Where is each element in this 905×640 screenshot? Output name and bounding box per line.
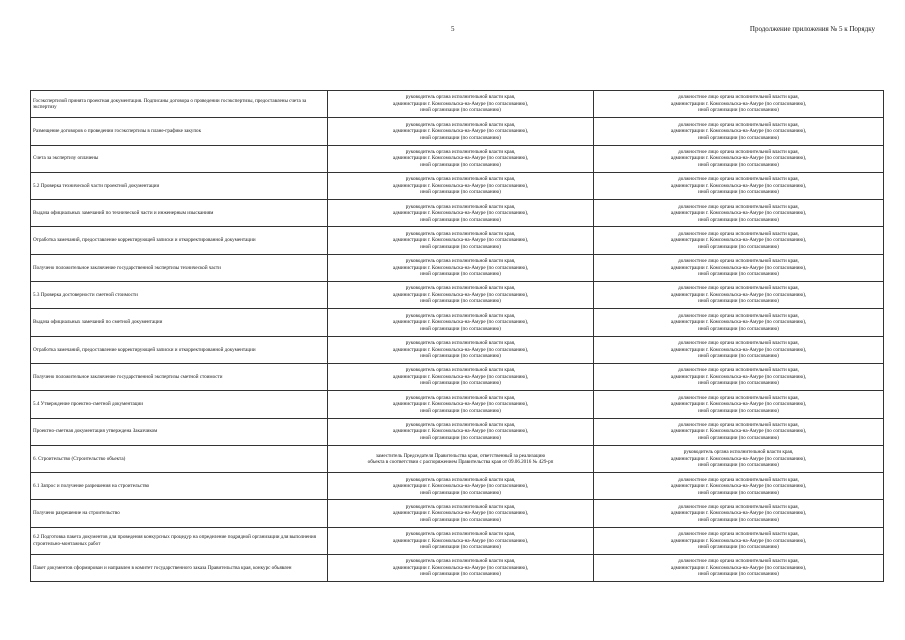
responsible-line: руководитель органа исполнительной власти края, <box>405 367 516 374</box>
responsible-line: администрации г. Комсомольска-на-Амуре (по согласованию), <box>392 100 529 107</box>
stage-text: 6.2 Подготовка пакета документов для проведения конкурсных процедур на определение подрядной организации для выполнения строительно-монтажных работ <box>33 534 316 547</box>
responsible-line: администрации г. Комсомольска-на-Амуре (по согласованию), <box>392 210 529 217</box>
executor-line: администрации г. Комсомольска-на-Амуре (по согласованию), <box>670 510 807 517</box>
executor-cell <box>594 200 884 227</box>
executor-line: должностное лицо органа исполнительной власти края, <box>678 558 799 565</box>
executor-line: администрации г. Комсомольска-на-Амуре (по согласованию), <box>670 455 807 462</box>
table-row <box>31 418 884 445</box>
executor-line: администрации г. Комсомольска-на-Амуре (по согласованию), <box>670 210 807 217</box>
executor-cell <box>594 363 884 390</box>
stage-text: Отработка замечаний, предоставление корректирующей записки и откорректированной документации <box>33 346 256 353</box>
executor-line: иной организации (по согласованию) <box>698 161 779 168</box>
responsible-line: администрации г. Комсомольска-на-Амуре (по согласованию), <box>392 564 529 571</box>
table-row <box>31 91 884 118</box>
responsible-line: иной организации (по согласованию) <box>420 325 501 332</box>
stage-text: Выдача официальных замечаний по сметной документации <box>33 319 163 326</box>
executor-cell <box>594 445 884 472</box>
responsible-line: администрации г. Комсомольска-на-Амуре (по согласованию), <box>392 237 529 244</box>
responsible-line: иной организации (по согласованию) <box>420 489 501 496</box>
executor-line: администрации г. Комсомольска-на-Амуре (по согласованию), <box>670 291 807 298</box>
executor-cell <box>594 118 884 145</box>
table-row <box>31 473 884 500</box>
executor-line: иной организации (по согласованию) <box>698 571 779 578</box>
table-row <box>31 227 884 254</box>
stage-text: Получено положительное заключение государственной экспертизы сметной стоимости <box>33 373 223 380</box>
responsible-line: руководитель органа исполнительной власти края, <box>405 121 516 128</box>
executor-line: должностное лицо органа исполнительной власти края, <box>678 503 799 510</box>
table-row <box>31 200 884 227</box>
responsible-cell <box>328 418 594 445</box>
executor-line: иной организации (по согласованию) <box>698 298 779 305</box>
stage-text: Отработка замечаний, предоставление корректирующей записки и откорректированной документации <box>33 237 256 244</box>
executor-cell <box>594 555 884 582</box>
stage-text: Пакет документов сформирован и направлен в комитет государственного заказа Правительства края, конкурс объявлен <box>33 564 292 571</box>
table-row <box>31 555 884 582</box>
responsible-line: иной организации (по согласованию) <box>420 243 501 250</box>
responsible-line: руководитель органа исполнительной власти края, <box>405 476 516 483</box>
responsible-cell <box>328 309 594 336</box>
responsible-line: руководитель органа исполнительной власти края, <box>405 230 516 237</box>
executor-line: должностное лицо органа исполнительной власти края, <box>678 230 799 237</box>
executor-cell <box>594 336 884 363</box>
stage-cell <box>31 391 328 418</box>
stage-cell <box>31 227 328 254</box>
executor-line: иной организации (по согласованию) <box>698 271 779 278</box>
executor-line: руководитель органа исполнительной власти края, <box>683 449 794 456</box>
responsible-line: объекта в соответствии с распоряжением Правительства края от 09.06.2016 № 429-рп <box>367 459 554 465</box>
executor-line: иной организации (по согласованию) <box>698 434 779 441</box>
table-row <box>31 363 884 390</box>
continuation-title: Продолжение приложения № 5 к Порядку <box>749 25 875 33</box>
executor-line: должностное лицо органа исполнительной власти края, <box>678 203 799 210</box>
responsible-line: руководитель органа исполнительной власти края, <box>405 558 516 565</box>
page-number: 5 <box>451 25 455 33</box>
executor-line: иной организации (по согласованию) <box>698 380 779 387</box>
responsible-cell <box>328 200 594 227</box>
table-row <box>31 145 884 172</box>
stage-text: Госэкспертизой принята проектная документация. Подписаны договора о проведении госэкспертизы, предоставлены счета за экспертизу <box>33 97 307 111</box>
executor-line: администрации г. Комсомольска-на-Амуре (по согласованию), <box>670 100 807 107</box>
executor-line: иной организации (по согласованию) <box>698 353 779 360</box>
executor-line: иной организации (по согласованию) <box>698 107 779 114</box>
executor-line: иной организации (по согласованию) <box>698 189 779 196</box>
responsible-line: администрации г. Комсомольска-на-Амуре (по согласованию), <box>392 155 529 162</box>
executor-line: должностное лицо органа исполнительной власти края, <box>678 94 799 101</box>
stage-text: Выдача официальных замечаний по технической части и инженерным изысканиям <box>33 210 214 217</box>
responsible-line: иной организации (по согласованию) <box>420 189 501 196</box>
executor-line: администрации г. Комсомольска-на-Амуре (по согласованию), <box>670 264 807 271</box>
responsible-line: иной организации (по согласованию) <box>420 216 501 223</box>
executor-line: должностное лицо органа исполнительной власти края, <box>678 476 799 483</box>
table-row <box>31 282 884 309</box>
responsible-line: администрации г. Комсомольска-на-Амуре (по согласованию), <box>392 483 529 490</box>
executor-line: должностное лицо органа исполнительной власти края, <box>678 176 799 183</box>
responsible-line: иной организации (по согласованию) <box>420 353 501 360</box>
responsible-cell <box>328 145 594 172</box>
responsible-cell <box>328 282 594 309</box>
executor-line: иной организации (по согласованию) <box>698 516 779 523</box>
table-row <box>31 254 884 281</box>
stage-text: 6. Строительство (Строительство объекта) <box>33 455 126 462</box>
table-row <box>31 527 884 554</box>
executor-cell <box>594 227 884 254</box>
responsible-line: руководитель органа исполнительной власти края, <box>405 503 516 510</box>
stage-text: Размещение договоров о проведении госэкспертизы в плане-графике закупок <box>33 128 202 135</box>
stage-cell <box>31 91 328 118</box>
responsible-line: иной организации (по согласованию) <box>420 544 501 551</box>
stage-cell <box>31 118 328 145</box>
responsible-line: администрации г. Комсомольска-на-Амуре (по согласованию), <box>392 264 529 271</box>
responsible-line: руководитель органа исполнительной власти края, <box>405 148 516 155</box>
table-row <box>31 172 884 199</box>
executor-line: должностное лицо органа исполнительной власти края, <box>678 531 799 538</box>
stage-text: Получено положительное заключение государственной экспертизы технической части <box>33 264 221 271</box>
responsible-line: администрации г. Комсомольска-на-Амуре (по согласованию), <box>392 401 529 408</box>
executor-line: иной организации (по согласованию) <box>698 407 779 414</box>
responsible-cell <box>328 445 594 472</box>
responsible-line: администрации г. Комсомольска-на-Амуре (по согласованию), <box>392 319 529 326</box>
executor-line: должностное лицо органа исполнительной власти края, <box>678 394 799 401</box>
stage-text: 5.2 Проверка технической части проектной документации <box>33 182 160 189</box>
responsible-line: администрации г. Комсомольска-на-Амуре (по согласованию), <box>392 428 529 435</box>
responsible-line: администрации г. Комсомольска-на-Амуре (по согласованию), <box>392 291 529 298</box>
responsible-line: руководитель органа исполнительной власти края, <box>405 258 516 265</box>
executor-line: должностное лицо органа исполнительной власти края, <box>678 340 799 347</box>
responsible-line: руководитель органа исполнительной власти края, <box>405 203 516 210</box>
executor-cell <box>594 91 884 118</box>
executor-line: иной организации (по согласованию) <box>698 489 779 496</box>
executor-line: иной организации (по согласованию) <box>698 216 779 223</box>
responsible-cell <box>328 91 594 118</box>
executor-line: иной организации (по согласованию) <box>698 462 779 469</box>
executor-line: должностное лицо органа исполнительной власти края, <box>678 285 799 292</box>
table-row <box>31 445 884 472</box>
responsible-line: руководитель органа исполнительной власти края, <box>405 531 516 538</box>
responsible-line: руководитель органа исполнительной власти края, <box>405 285 516 292</box>
executor-line: администрации г. Комсомольска-на-Амуре (по согласованию), <box>670 483 807 490</box>
stage-cell <box>31 527 328 554</box>
stage-cell <box>31 445 328 472</box>
stage-cell <box>31 363 328 390</box>
responsible-line: заместитель Председателя Правительства края, ответственный за реализацию <box>375 452 546 459</box>
responsible-line: администрации г. Комсомольска-на-Амуре (по согласованию), <box>392 373 529 380</box>
executor-cell <box>594 282 884 309</box>
responsible-cell <box>328 254 594 281</box>
executor-cell <box>594 391 884 418</box>
executor-cell <box>594 527 884 554</box>
executor-line: должностное лицо органа исполнительной власти края, <box>678 258 799 265</box>
table-row <box>31 500 884 527</box>
executor-line: должностное лицо органа исполнительной власти края, <box>678 421 799 428</box>
executor-line: администрации г. Комсомольска-на-Амуре (по согласованию), <box>670 237 807 244</box>
executor-cell <box>594 172 884 199</box>
executor-line: должностное лицо органа исполнительной власти края, <box>678 312 799 319</box>
stage-text: 6.1 Запрос и получение разрешения на строительство <box>33 483 150 490</box>
schedule-table <box>30 90 884 582</box>
stage-cell <box>31 172 328 199</box>
responsible-line: иной организации (по согласованию) <box>420 134 501 141</box>
responsible-cell <box>328 172 594 199</box>
responsible-line: руководитель органа исполнительной власти края, <box>405 394 516 401</box>
executor-cell <box>594 145 884 172</box>
table-body <box>31 91 884 582</box>
responsible-cell <box>328 227 594 254</box>
responsible-cell <box>328 500 594 527</box>
executor-cell <box>594 500 884 527</box>
responsible-cell <box>328 527 594 554</box>
responsible-line: администрации г. Комсомольска-на-Амуре (по согласованию), <box>392 537 529 544</box>
stage-cell <box>31 309 328 336</box>
responsible-line: иной организации (по согласованию) <box>420 161 501 168</box>
responsible-line: руководитель органа исполнительной власти края, <box>405 340 516 347</box>
executor-line: администрации г. Комсомольска-на-Амуре (по согласованию), <box>670 155 807 162</box>
executor-line: должностное лицо органа исполнительной власти края, <box>678 148 799 155</box>
stage-text: 5.4 Утверждение проектно-сметной документации <box>33 401 143 408</box>
stage-text: Счета за экспертизу оплачены <box>33 155 99 162</box>
responsible-line: иной организации (по согласованию) <box>420 298 501 305</box>
executor-line: администрации г. Комсомольска-на-Амуре (по согласованию), <box>670 319 807 326</box>
responsible-line: иной организации (по согласованию) <box>420 107 501 114</box>
executor-line: администрации г. Комсомольска-на-Амуре (по согласованию), <box>670 537 807 544</box>
table-row <box>31 336 884 363</box>
responsible-line: иной организации (по согласованию) <box>420 516 501 523</box>
responsible-line: иной организации (по согласованию) <box>420 271 501 278</box>
responsible-line: администрации г. Комсомольска-на-Амуре (по согласованию), <box>392 346 529 353</box>
executor-line: иной организации (по согласованию) <box>698 243 779 250</box>
responsible-line: администрации г. Комсомольска-на-Амуре (по согласованию), <box>392 510 529 517</box>
responsible-cell <box>328 555 594 582</box>
executor-line: иной организации (по согласованию) <box>698 544 779 551</box>
executor-line: должностное лицо органа исполнительной власти края, <box>678 367 799 374</box>
executor-line: администрации г. Комсомольска-на-Амуре (по согласованию), <box>670 428 807 435</box>
executor-cell <box>594 254 884 281</box>
executor-line: администрации г. Комсомольска-на-Амуре (по согласованию), <box>670 373 807 380</box>
table-row <box>31 309 884 336</box>
stage-text: 5.3 Проверка достоверности сметной стоимости <box>33 291 138 298</box>
stage-cell <box>31 336 328 363</box>
responsible-cell <box>328 391 594 418</box>
executor-cell <box>594 309 884 336</box>
stage-cell <box>31 282 328 309</box>
responsible-cell <box>328 363 594 390</box>
executor-cell <box>594 418 884 445</box>
executor-line: должностное лицо органа исполнительной власти края, <box>678 121 799 128</box>
responsible-line: иной организации (по согласованию) <box>420 434 501 441</box>
stage-cell <box>31 555 328 582</box>
stage-cell <box>31 254 328 281</box>
stage-cell <box>31 418 328 445</box>
table-row <box>31 118 884 145</box>
responsible-line: руководитель органа исполнительной власти края, <box>405 421 516 428</box>
executor-line: администрации г. Комсомольска-на-Амуре (по согласованию), <box>670 346 807 353</box>
responsible-line: руководитель органа исполнительной власти края, <box>405 94 516 101</box>
table-row <box>31 391 884 418</box>
responsible-line: администрации г. Комсомольска-на-Амуре (по согласованию), <box>392 182 529 189</box>
stage-cell <box>31 145 328 172</box>
stage-cell <box>31 200 328 227</box>
responsible-line: иной организации (по согласованию) <box>420 571 501 578</box>
responsible-line: администрации г. Комсомольска-на-Амуре (по согласованию), <box>392 128 529 135</box>
responsible-line: иной организации (по согласованию) <box>420 380 501 387</box>
stage-cell <box>31 473 328 500</box>
stage-text: Получено разрешение на строительство <box>33 510 120 517</box>
executor-line: администрации г. Комсомольска-на-Амуре (по согласованию), <box>670 401 807 408</box>
responsible-line: руководитель органа исполнительной власти края, <box>405 312 516 319</box>
stage-cell <box>31 500 328 527</box>
executor-line: администрации г. Комсомольска-на-Амуре (по согласованию), <box>670 182 807 189</box>
responsible-cell <box>328 336 594 363</box>
responsible-cell <box>328 473 594 500</box>
responsible-line: иной организации (по согласованию) <box>420 407 501 414</box>
executor-line: иной организации (по согласованию) <box>698 134 779 141</box>
responsible-line: руководитель органа исполнительной власти края, <box>405 176 516 183</box>
executor-line: администрации г. Комсомольска-на-Амуре (по согласованию), <box>670 564 807 571</box>
executor-line: иной организации (по согласованию) <box>698 325 779 332</box>
stage-text: Проектно-сметная документация утверждена Заказчиком <box>33 428 158 435</box>
executor-cell <box>594 473 884 500</box>
executor-line: администрации г. Комсомольска-на-Амуре (по согласованию), <box>670 128 807 135</box>
responsible-cell <box>328 118 594 145</box>
